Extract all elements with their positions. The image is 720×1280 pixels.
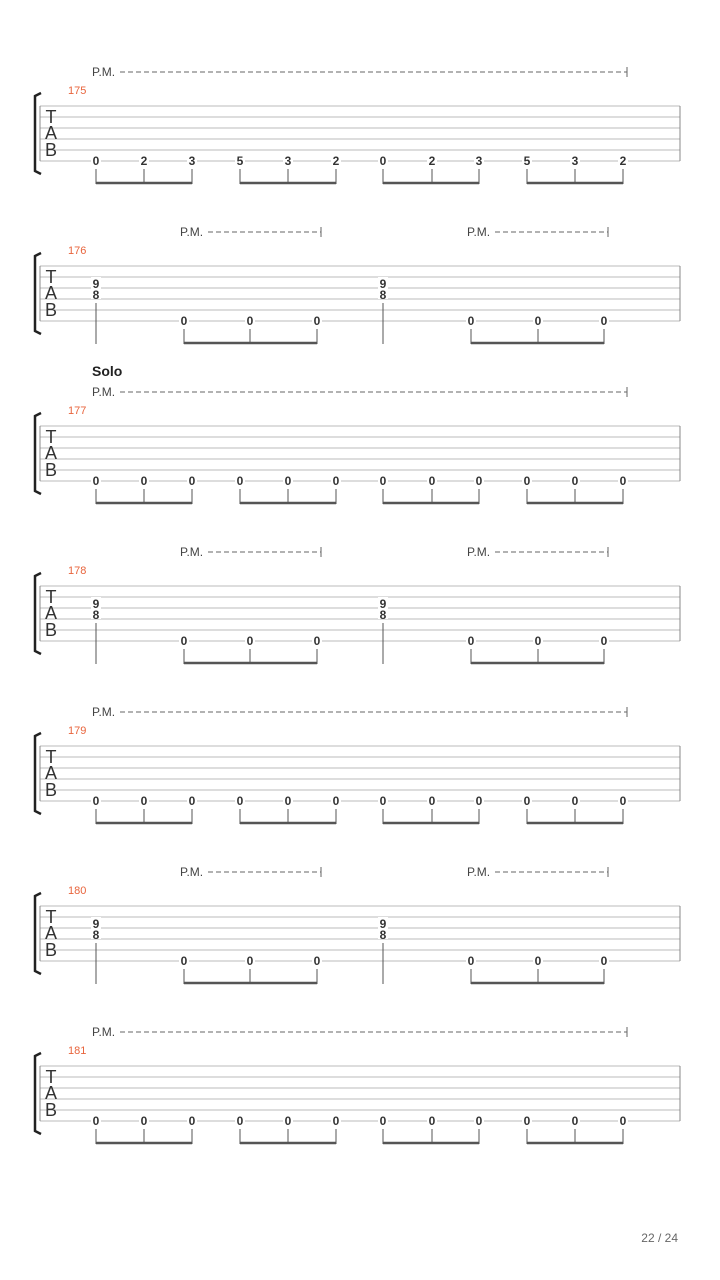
tab-letter-b: B <box>44 620 58 640</box>
fret-number: 0 <box>246 634 254 648</box>
system-179 <box>35 705 680 824</box>
fret-number: 2 <box>140 154 148 168</box>
fret-number: 0 <box>379 474 387 488</box>
fret-number: 0 <box>246 954 254 968</box>
fret-number: 0 <box>523 474 531 488</box>
system-178 <box>35 545 680 664</box>
fret-number: 0 <box>428 1114 436 1128</box>
fret-number: 0 <box>428 794 436 808</box>
fret-number: 0 <box>284 794 292 808</box>
fret-number: 8 <box>379 288 387 302</box>
fret-number: 0 <box>475 1114 483 1128</box>
fret-number: 0 <box>600 314 608 328</box>
page-number: 22 / 24 <box>641 1231 678 1245</box>
fret-number: 0 <box>140 474 148 488</box>
fret-number: 3 <box>284 154 292 168</box>
fret-number: 0 <box>467 314 475 328</box>
fret-number: 8 <box>92 288 100 302</box>
tab-letter-a: A <box>44 603 58 623</box>
fret-number: 2 <box>332 154 340 168</box>
fret-number: 0 <box>619 794 627 808</box>
system-180 <box>35 865 680 984</box>
fret-number: 0 <box>428 474 436 488</box>
tab-letter-a: A <box>44 443 58 463</box>
fret-number: 9 <box>92 917 100 931</box>
fret-number: 0 <box>188 1114 196 1128</box>
fret-number: 0 <box>180 954 188 968</box>
system-177 <box>35 363 680 504</box>
fret-number: 0 <box>534 314 542 328</box>
tab-letter-b: B <box>44 140 58 160</box>
bar-number: 180 <box>68 885 87 897</box>
tab-letter-b: B <box>44 780 58 800</box>
palm-mute-label: P.M. <box>180 225 204 239</box>
tab-letter-b: B <box>44 300 58 320</box>
fret-number: 0 <box>92 154 100 168</box>
fret-number: 0 <box>467 954 475 968</box>
fret-number: 0 <box>140 794 148 808</box>
fret-number: 0 <box>92 794 100 808</box>
bar-number: 176 <box>68 245 87 257</box>
fret-number: 0 <box>523 794 531 808</box>
system-175 <box>35 65 680 184</box>
tab-letter-a: A <box>44 283 58 303</box>
fret-number: 0 <box>313 634 321 648</box>
fret-number: 9 <box>379 277 387 291</box>
tab-letter-t: T <box>45 267 57 287</box>
tab-systems <box>35 65 680 1144</box>
tab-letter-a: A <box>44 763 58 783</box>
palm-mute-label: P.M. <box>180 865 204 879</box>
fret-number: 0 <box>475 474 483 488</box>
fret-number: 2 <box>428 154 436 168</box>
fret-number: 9 <box>92 597 100 611</box>
fret-number: 0 <box>571 794 579 808</box>
tab-letter-t: T <box>45 427 57 447</box>
fret-number: 0 <box>332 794 340 808</box>
bar-number: 175 <box>68 85 87 97</box>
system-176 <box>35 225 680 344</box>
fret-number: 0 <box>600 954 608 968</box>
fret-number: 0 <box>284 1114 292 1128</box>
fret-number: 3 <box>571 154 579 168</box>
fret-number: 2 <box>619 154 627 168</box>
fret-number: 8 <box>379 608 387 622</box>
tab-letter-a: A <box>44 1083 58 1103</box>
fret-number: 9 <box>379 917 387 931</box>
fret-number: 0 <box>571 1114 579 1128</box>
fret-number: 3 <box>475 154 483 168</box>
fret-number: 0 <box>284 474 292 488</box>
fret-number: 0 <box>236 794 244 808</box>
tab-letter-a: A <box>44 923 58 943</box>
fret-number: 0 <box>619 1114 627 1128</box>
palm-mute-label: P.M. <box>92 385 116 399</box>
fret-number: 0 <box>246 314 254 328</box>
section-label: Solo <box>92 363 123 379</box>
fret-number: 0 <box>475 794 483 808</box>
bar-number: 179 <box>68 725 87 737</box>
tab-letter-t: T <box>45 747 57 767</box>
fret-number: 0 <box>180 314 188 328</box>
fret-number: 0 <box>92 1114 100 1128</box>
fret-number: 9 <box>92 277 100 291</box>
fret-number: 5 <box>523 154 531 168</box>
fret-number: 0 <box>332 474 340 488</box>
fret-number: 8 <box>379 928 387 942</box>
fret-number: 0 <box>313 954 321 968</box>
fret-number: 9 <box>379 597 387 611</box>
fret-number: 0 <box>379 1114 387 1128</box>
palm-mute-label: P.M. <box>92 705 116 719</box>
fret-number: 0 <box>313 314 321 328</box>
fret-number: 0 <box>140 1114 148 1128</box>
fret-number: 0 <box>332 1114 340 1128</box>
tab-letter-t: T <box>45 587 57 607</box>
palm-mute-label: P.M. <box>467 225 491 239</box>
tab-letter-t: T <box>45 1067 57 1087</box>
tab-letter-t: T <box>45 907 57 927</box>
fret-number: 0 <box>180 634 188 648</box>
fret-number: 0 <box>619 474 627 488</box>
fret-number: 0 <box>534 954 542 968</box>
tab-letter-b: B <box>44 460 58 480</box>
fret-number: 0 <box>236 474 244 488</box>
fret-number: 0 <box>92 474 100 488</box>
tab-letter-b: B <box>44 1100 58 1120</box>
fret-number: 0 <box>523 1114 531 1128</box>
bar-number: 181 <box>68 1045 87 1057</box>
fret-number: 5 <box>236 154 244 168</box>
palm-mute-label: P.M. <box>92 1025 116 1039</box>
bar-number: 177 <box>68 405 87 417</box>
tab-letter-a: A <box>44 123 58 143</box>
tab-letter-b: B <box>44 940 58 960</box>
fret-number: 0 <box>467 634 475 648</box>
palm-mute-label: P.M. <box>92 65 116 79</box>
fret-number: 0 <box>571 474 579 488</box>
palm-mute-label: P.M. <box>467 865 491 879</box>
bar-number: 178 <box>68 565 87 577</box>
fret-number: 0 <box>534 634 542 648</box>
palm-mute-label: P.M. <box>467 545 491 559</box>
fret-number: 3 <box>188 154 196 168</box>
fret-number: 8 <box>92 608 100 622</box>
fret-number: 0 <box>379 154 387 168</box>
fret-number: 0 <box>379 794 387 808</box>
system-181 <box>35 1025 680 1144</box>
tab-letter-t: T <box>45 107 57 127</box>
fret-number: 0 <box>188 474 196 488</box>
fret-number: 0 <box>236 1114 244 1128</box>
fret-number: 0 <box>188 794 196 808</box>
fret-number: 8 <box>92 928 100 942</box>
fret-number: 0 <box>600 634 608 648</box>
palm-mute-label: P.M. <box>180 545 204 559</box>
